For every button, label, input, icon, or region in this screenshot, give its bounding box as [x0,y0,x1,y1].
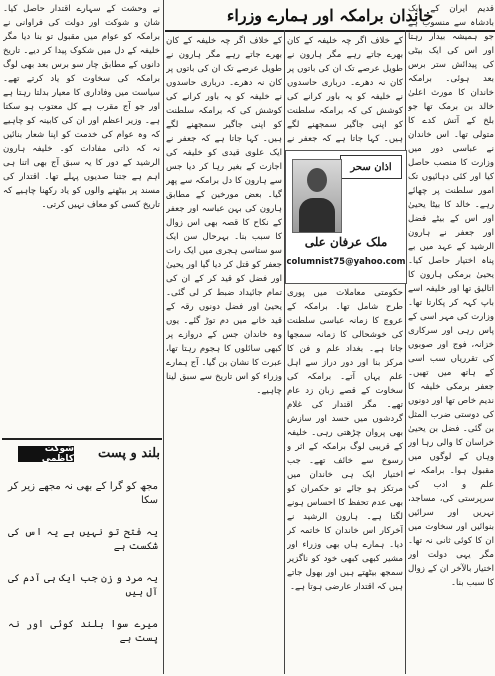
article-column-2 [287,34,403,146]
column-text: قدیم ایران کے ایک بادشاہ سے منسوب ہے جو ہمیشہ بیدار رہتا اور اس کی ایک بیٹی کی پیدائش ستر برس بعد ہوئی۔ برامکہ خاندان کا مورث اعلیٰ خالد بن برمک تھا جو بلخ کے آتش کدے کا متولی تھا۔ اس خاندان نے عباسی دور میں وزارت کا منصب حاصل کیا اور کئی دہائیوں تک امور سلطنت پر چھائے رہے۔ خالد کا بیٹا یحییٰ اور اس کے بیٹے فضل اور جعفر نے ہارون الرشید کے عہد میں بے پناہ اختیار حاصل کیا۔ یحییٰ برمکی ہارون کا اتالیق تھا اور خلیفہ اسے باپ کہہ کر پکارتا تھا۔ وزارت کی مہر اسی کے پاس رہی اور سرکاری خزانہ، فوج اور صوبوں کی تقرریاں سب اسی کے ہاتھ میں تھیں۔ جعفر برمکی خلیفہ کا ندیم خاص تھا اور دونوں کی دوستی ضرب المثل بن گئی۔ فضل بن یحییٰ خراسان کا والی رہا اور وہاں کے لوگوں میں مقبول ہوا۔ برامکہ نے علم و ادب کی سرپرستی کی، مساجد، نہریں اور سرائیں بنوائیں اور سخاوت میں ان کا کوئی ثانی نہ تھا۔ مگر یہی دولت اور اختیار بالآخر ان کے زوال کا سبب بنا۔ [408,4,494,588]
author-name: ملک عرفان علی [304,235,388,249]
poet-name: شوکت کاظمی [18,446,74,462]
article-column-2b [287,286,403,672]
column-text: نے وحشت کے سہارے اقتدار حاصل کیا۔ شان و شوکت اور دولت کی فراوانی نے برامکہ کو عوام میں مقبول تو بنا دیا مگر خلیفہ کے دل میں شکوک پیدا کر دیے۔ تاریخ دانوں کے مطابق چار سو برس بعد بھی لوگ برامکہ کی سخاوت کو یاد کرتے تھے۔ سیاست میں وفاداری کا معیار بدلتا رہتا ہے اور جو آج مقرب ہے کل معتوب ہو سکتا ہے۔ وزیر اعظم اور ان کی کابینہ کو چاہیے کہ وہ عوام کی خدمت کو اپنا شعار بنائیں نہ کہ ذاتی مفادات کو۔ خلیفہ ہارون الرشید کے دور کا یہ سبق آج بھی اتنا ہی اہم ہے جتنا صدیوں پہلے تھا۔ اقتدار کی مسند پر بیٹھنے والوں کو یاد رکھنا چاہیے کہ تاریخ کسی کو معاف نہیں کرتی۔ [3,4,160,210]
column-divider [284,30,285,674]
author-photo [292,159,342,233]
author-body-shape [299,198,335,232]
author-head-shape [307,168,327,192]
author-byline [285,150,407,284]
article-column-right [408,2,494,672]
article-headline: خاندان برامکہ اور ہمارے وزراء [165,0,495,32]
column-divider [163,0,164,674]
poem-line: میرے سوا بلند کوئی اور نہ پست ہے [8,619,158,644]
article-column-3 [166,34,282,672]
column-logo: اذان سحر [340,155,402,179]
column-divider [405,30,406,674]
poem-line: یہ مرد و زن جب ایک ہی آدم کی آل ہیں [8,573,158,598]
article-column-left [3,2,160,434]
column-text: کے خلاف اگر چہ خلیفہ کے کان بھرے جاتے رہے مگر ہارون نے طویل عرصے تک ان کی باتوں پر کان نہ دھرے۔ درباری حاسدوں نے خلیفہ کو یہ باور کرانے کی کوشش کی کہ برامکہ سلطنت کو اپنی جاگیر سمجھنے لگے ہیں۔ کہا جاتا ہے کہ جعفر نے [287,36,403,144]
poem-line: مجھ کو گرا کے بھی نہ مجھے زیر کر سکا [8,481,158,506]
column-text: کے خلاف اگر چہ خلیفہ کے کان بھرے جاتے رہے مگر ہارون نے طویل عرصے تک ان کی باتوں پر کان نہ دھرے۔ درباری حاسدوں نے خلیفہ کو یہ باور کرانے کی کوشش کی کہ برامکہ سلطنت کو اپنی جاگیر سمجھنے لگے ہیں۔ کہا جاتا ہے کہ جعفر نے ایک علوی قیدی کو خلیفہ کی اجازت کے بغیر رہا کر دیا جس سے ہارون کا دل برامکہ سے پھر گیا۔ بعض مورخین کے مطابق ہارون کی بہن عباسہ اور جعفر کے نکاح کا قصہ بھی اس زوال کا سبب بنا۔ بہرحال سن ایک سو ستاسی ہجری میں ایک رات جعفر کو قتل کر دیا گیا اور یحییٰ اور فضل کو قید کر کے ان کی تمام جائیداد ضبط کر لی گئی۔ یحییٰ اور فضل دونوں رقہ کے قید خانے میں دم توڑ گئے۔ یوں وہ خاندان جس کے دروازے پر کبھی سائلوں کا ہجوم رہتا تھا، عبرت کا نشان بن گیا۔ آج ہمارے وزراء کو اس تاریخ سے سبق لینا چاہیے۔ [166,36,282,396]
author-email: columnist75@yahoo.com [286,257,406,267]
poem-line: یہ فتح تو نہیں ہے یہ اس کی شکست ہے [8,527,158,552]
poem-title: بلند و پست [98,446,160,461]
column-text: حکومتی معاملات میں پوری طرح شامل تھا۔ برامکہ کے عروج کا زمانہ عباسی سلطنت کی خوشحالی کا زمانہ سمجھا جاتا ہے۔ بغداد علم و فن کا مرکز بنا اور دور دراز سے اہل علم یہاں آتے۔ برامکہ کی سخاوت کے قصے زبان زد عام تھے۔ مگر اقتدار کی غلام گردشوں میں حسد اور سازش بھی پروان چڑھتی رہی۔ خلیفہ کے قریبی لوگ برامکہ کے اثر و رسوخ سے خائف تھے۔ جب اختیار ایک ہی خاندان میں مرتکز ہو جائے تو حکمران کو بھی عدم تحفظ کا احساس ہونے لگتا ہے۔ ہارون الرشید نے آخرکار اس خاندان کا خاتمہ کر دیا۔ ہمارے ہاں بھی وزراء اور مشیر کبھی کبھی خود کو ناگزیر سمجھ بیٹھتے ہیں اور بھول جاتے ہیں کہ اقتدار عارضی ہوتا ہے۔ [287,288,403,592]
